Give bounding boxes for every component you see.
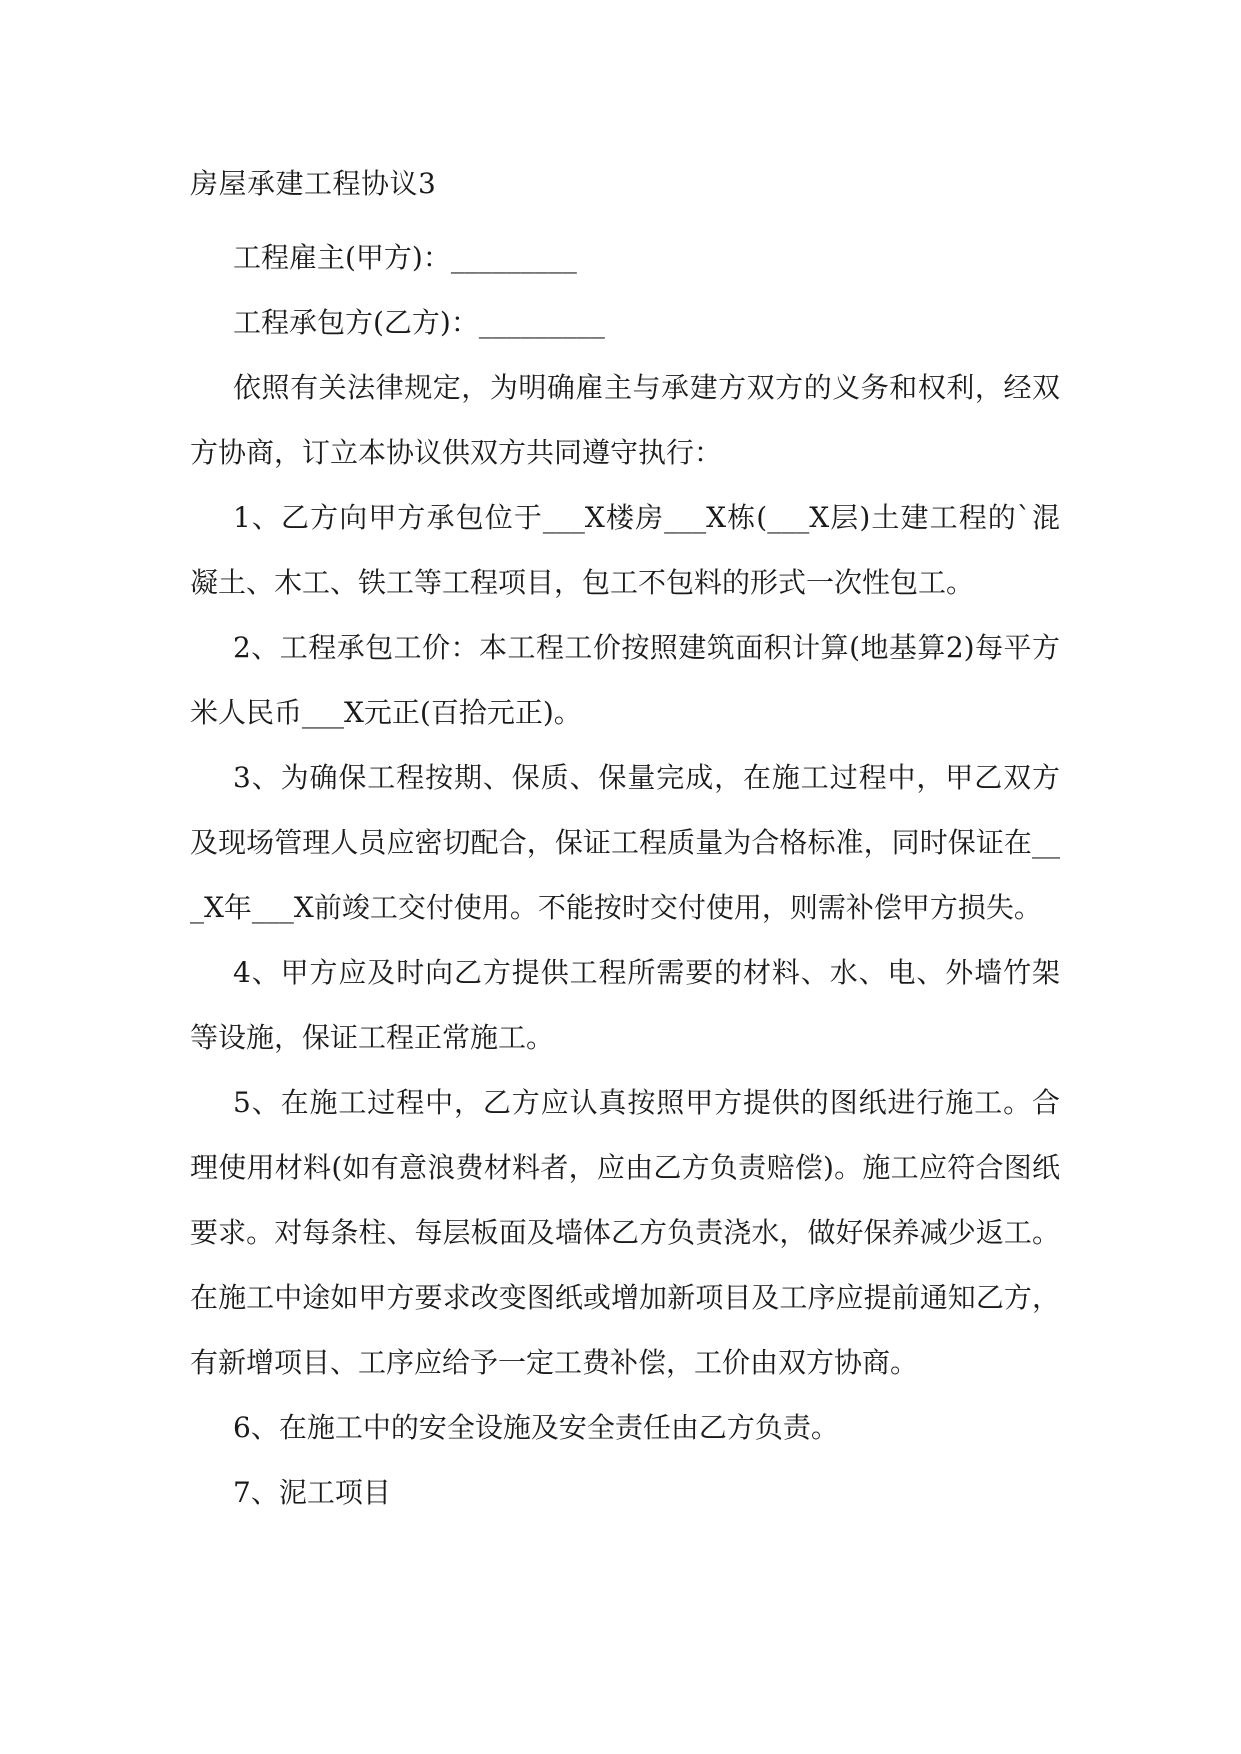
clause-4: 4、甲方应及时向乙方提供工程所需要的材料、水、电、外墙竹架等设施，保证工程正常施工。 xyxy=(190,956,1060,1054)
document-body xyxy=(190,158,1060,1525)
clause-7: 7、泥工项目 xyxy=(233,1476,391,1509)
clause-3: 3、为确保工程按期、保质、保量完成，在施工过程中，甲乙双方及现场管理人员应密切配合，保证工程质量为合格标准，同时保证在___X年___X前竣工交付使用。不能按时交付使用，则需补偿甲方损失。 xyxy=(190,761,1060,924)
party-b-line: 工程承包方(乙方)：_________ xyxy=(233,306,605,339)
preamble-paragraph: 依照有关法律规定，为明确雇主与承建方双方的义务和权利，经双方协商，订立本协议供双方共同遵守执行： xyxy=(190,371,1060,469)
clause-5: 5、在施工过程中，乙方应认真按照甲方提供的图纸进行施工。合理使用材料(如有意浪费材料者，应由乙方负责赔偿)。施工应符合图纸要求。对每条柱、每层板面及墙体乙方负责浇水，做好保养减少返工。在施工中途如甲方要求改变图纸或增加新项目及工序应提前通知乙方，有新增项目、工序应给予一定工费补偿，工价由双方协商。 xyxy=(190,1086,1060,1379)
document-title: 房屋承建工程协议3 xyxy=(190,167,437,200)
clause-6: 6、在施工中的安全设施及安全责任由乙方负责。 xyxy=(233,1411,839,1444)
clause-2: 2、工程承包工价：本工程工价按照建筑面积计算(地基算2)每平方米人民币___X元正(百拾元正)。 xyxy=(190,631,1060,729)
party-a-line: 工程雇主(甲方)：_________ xyxy=(233,241,577,274)
clause-1: 1、乙方向甲方承包位于___X楼房___X栋(___X层)土建工程的`混凝土、木工、铁工等工程项目，包工不包料的形式一次性包工。 xyxy=(190,501,1060,599)
